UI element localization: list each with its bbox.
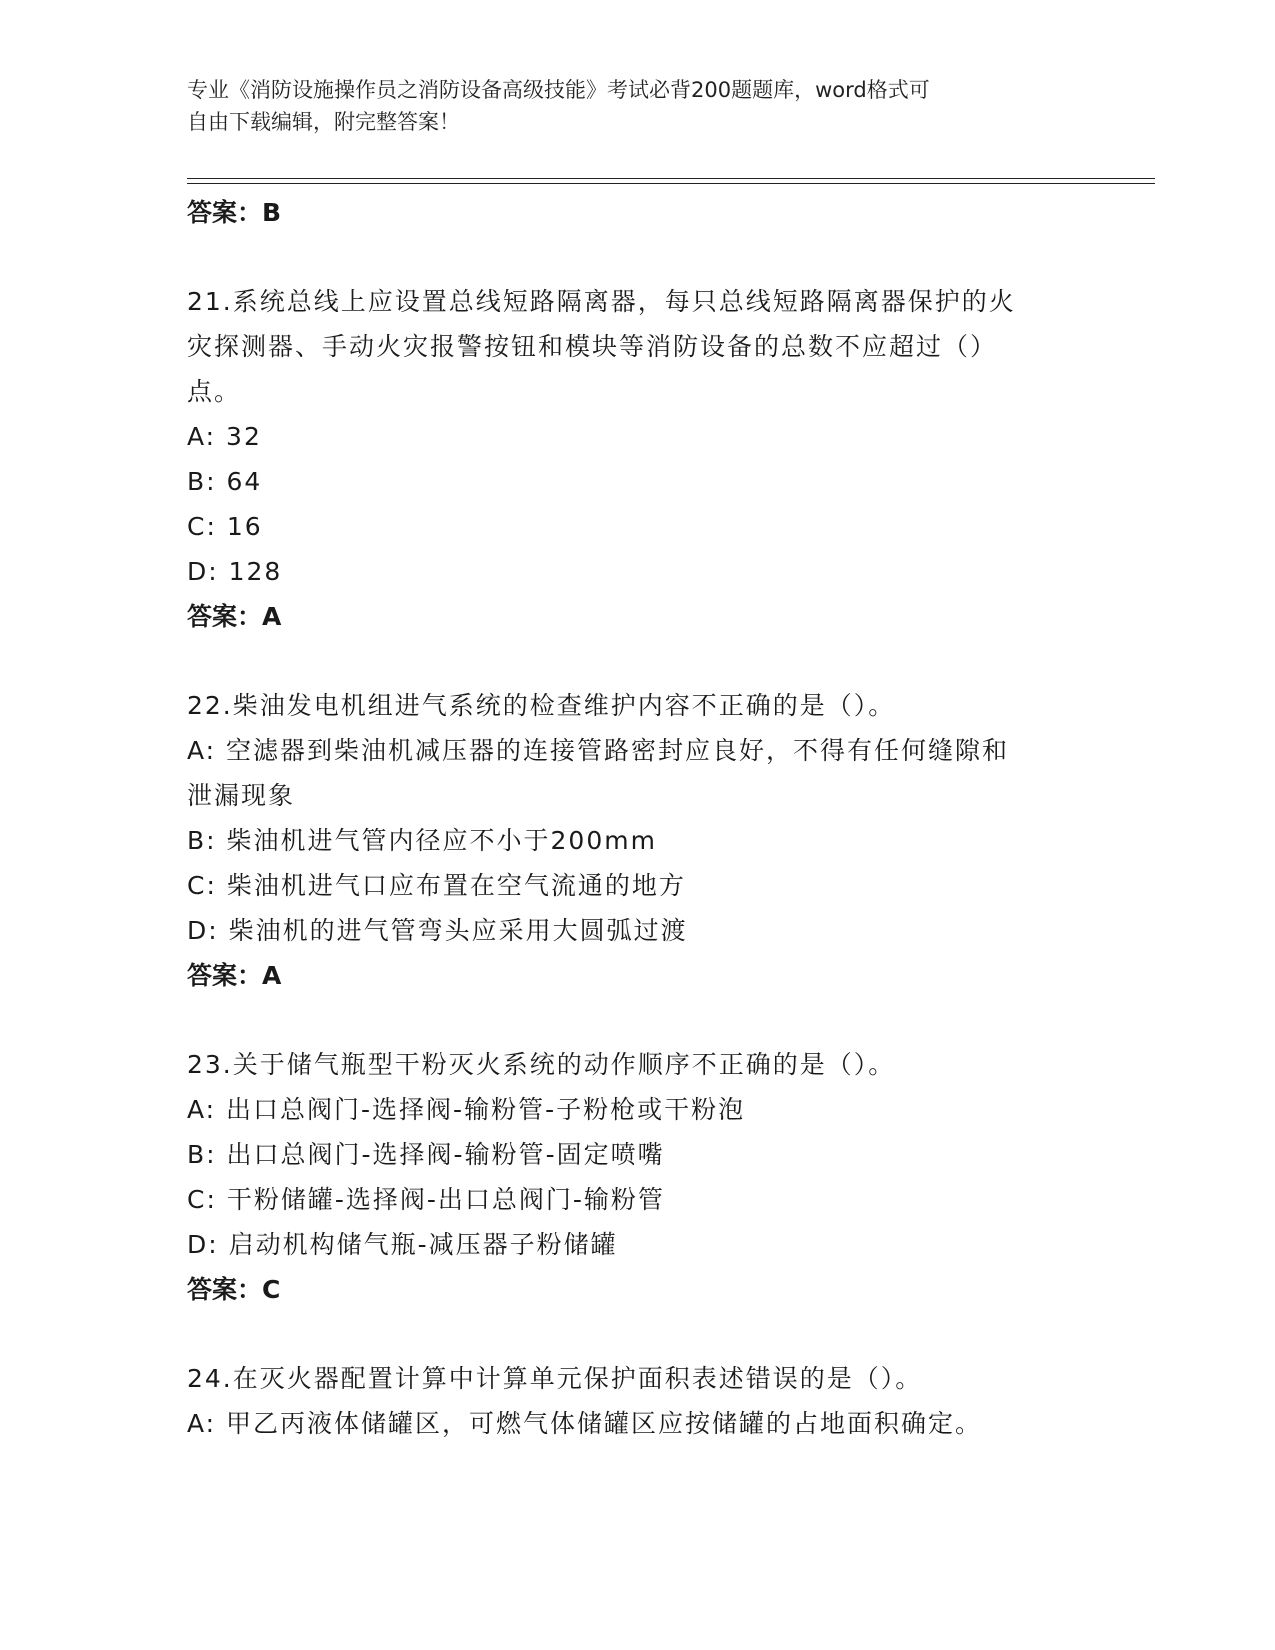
question-21 bbox=[187, 279, 1087, 639]
document-body bbox=[187, 190, 1087, 1446]
header-line-1: 专业《消防设施操作员之消防设备高级技能》考试必背200题题库，word格式可 bbox=[187, 78, 930, 102]
question-text-line: 21.系统总线上应设置总线短路隔离器，每只总线短路隔离器保护的火 bbox=[187, 287, 1016, 316]
question-text-line: 灾探测器、手动火灾报警按钮和模块等消防设备的总数不应超过（） bbox=[187, 332, 998, 361]
option-a: A: 32 bbox=[187, 422, 262, 451]
header-divider bbox=[187, 178, 1155, 184]
option-a-continued: 泄漏现象 bbox=[187, 781, 296, 810]
option-a: A: 甲乙丙液体储罐区，可燃气体储罐区应按储罐的占地面积确定。 bbox=[187, 1409, 983, 1438]
answer-line: 答案：B bbox=[187, 198, 282, 227]
question-22 bbox=[187, 683, 1087, 998]
answer-line: 答案：A bbox=[187, 961, 282, 990]
option-d: D: 128 bbox=[187, 557, 283, 586]
question-24 bbox=[187, 1356, 1087, 1446]
option-d: D: 柴油机的进气管弯头应采用大圆弧过渡 bbox=[187, 916, 688, 945]
question-23 bbox=[187, 1042, 1087, 1312]
document-header bbox=[187, 74, 1087, 138]
option-b: B: 64 bbox=[187, 467, 263, 496]
question-text-line: 24.在灭火器配置计算中计算单元保护面积表述错误的是（）。 bbox=[187, 1364, 923, 1393]
option-c: C: 16 bbox=[187, 512, 263, 541]
question-text-line: 22.柴油发电机组进气系统的检查维护内容不正确的是（）。 bbox=[187, 691, 896, 720]
question-text-line: 23.关于储气瓶型干粉灭火系统的动作顺序不正确的是（）。 bbox=[187, 1050, 896, 1079]
option-d: D: 启动机构储气瓶-减压器子粉储罐 bbox=[187, 1230, 618, 1259]
header-line-2: 自由下载编辑，附完整答案！ bbox=[187, 110, 460, 134]
question-text-line: 点。 bbox=[187, 377, 242, 406]
option-a: A: 空滤器到柴油机减压器的连接管路密封应良好，不得有任何缝隙和 bbox=[187, 736, 1010, 765]
answer-line: 答案：C bbox=[187, 1275, 281, 1304]
answer-line: 答案：A bbox=[187, 602, 282, 631]
option-a: A: 出口总阀门-选择阀-输粉管-子粉枪或干粉泡 bbox=[187, 1095, 746, 1124]
option-b: B: 出口总阀门-选择阀-输粉管-固定喷嘴 bbox=[187, 1140, 665, 1169]
option-b: B: 柴油机进气管内径应不小于200mm bbox=[187, 826, 657, 855]
option-c: C: 柴油机进气口应布置在空气流通的地方 bbox=[187, 871, 686, 900]
option-c: C: 干粉储罐-选择阀-出口总阀门-输粉管 bbox=[187, 1185, 665, 1214]
